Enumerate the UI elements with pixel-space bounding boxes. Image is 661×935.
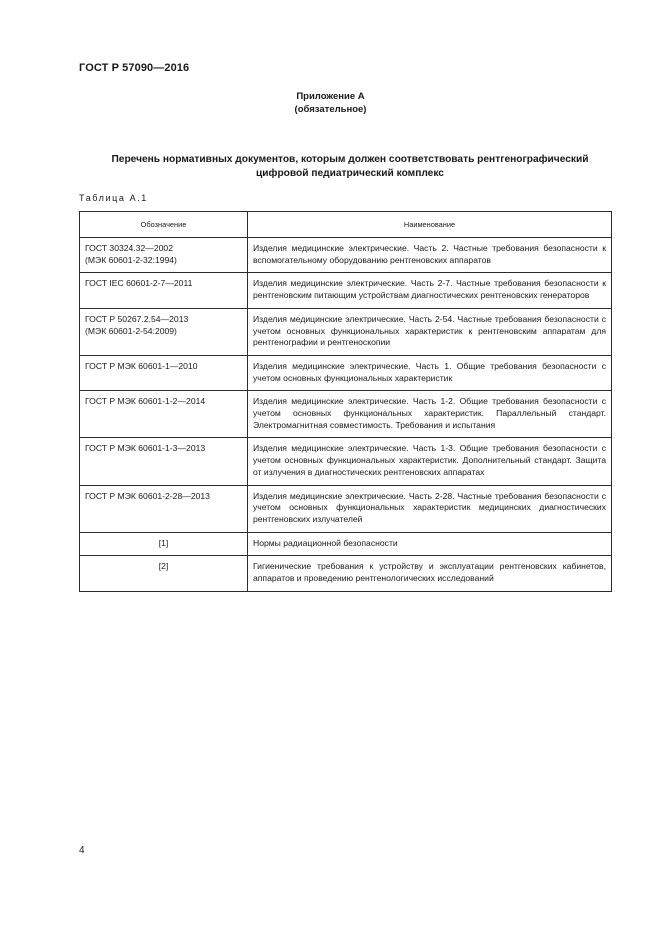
document-designation: ГОСТ IEC 60601-2-7—2011 (85, 278, 193, 289)
document-designation: [2] (158, 561, 169, 572)
table-header-row (80, 212, 612, 238)
table-row (80, 273, 612, 308)
document-name-cell: Нормы радиационной безопасности (248, 532, 612, 556)
document-designation-equivalent: (МЭК 60601-2-32:1994) (85, 254, 177, 265)
document-name-cell: Изделия медицинские электрические. Часть 1-3. Общие требования безопасности с учетом основных функциональных характеристик. Дополнительный стандарт. Защита от излучения в диагностических рентгеновских аппаратах (248, 438, 612, 485)
table-row (80, 532, 612, 556)
table-row (80, 556, 612, 591)
document-designation-cell (80, 355, 248, 390)
document-name-cell: Изделия медицинские электрические. Часть 2. Частные требования безопасности к вспомогательному оборудованию рентгеновских аппаратов (248, 238, 612, 273)
table-body (80, 238, 612, 592)
document-designation-cell (80, 438, 248, 485)
column-header-name: Наименование (248, 212, 612, 238)
table-row (80, 438, 612, 485)
document-designation: ГОСТ Р 50267.2.54—2013 (85, 313, 189, 324)
document-name-cell: Изделия медицинские электрические. Часть 2-7. Частные требования безопасности к рентгеновским питающим устройствам диагностических рентгеновских генераторов (248, 273, 612, 308)
document-designation-cell (80, 308, 248, 355)
document-title (80, 153, 620, 180)
document-name-cell: Гигиенические требования к устройству и эксплуатации рентгеновских кабинетов, аппаратов и проведению рентгенологических исследований (248, 556, 612, 591)
table-row (80, 355, 612, 390)
table-caption: Таблица А.1 (79, 193, 148, 203)
standard-designation: ГОСТ Р 57090—2016 (79, 62, 190, 74)
document-designation: ГОСТ Р МЭК 60601-2-28—2013 (85, 490, 210, 501)
normative-documents-table (79, 211, 612, 592)
appendix-heading (0, 90, 661, 116)
document-designation-cell (80, 556, 248, 591)
document-title-line-2: цифровой педиатрический комплекс (256, 167, 444, 179)
page-number: 4 (79, 845, 85, 856)
column-header-code: Обозначение (80, 212, 248, 238)
document-name-cell: Изделия медицинские электрические. Часть 1. Общие требования безопасности с учетом основных функциональных характеристик (248, 355, 612, 390)
document-designation: ГОСТ Р МЭК 60601-1-2—2014 (85, 396, 206, 407)
document-title-line-1: Перечень нормативных документов, которым должен соответствовать рентгенографический (111, 154, 589, 165)
table-row (80, 308, 612, 355)
document-designation-cell (80, 391, 248, 438)
document-name-cell: Изделия медицинские электрические. Часть 2-28. Частные требования безопасности с учетом основных функциональных характеристик медицинских диагностических рентгеновских излучателей (248, 485, 612, 532)
document-designation-cell (80, 485, 248, 532)
appendix-title: Приложение А (296, 91, 365, 102)
document-designation-cell (80, 273, 248, 308)
document-name-cell: Изделия медицинские электрические. Часть 1-2. Общие требования безопасности с учетом основных функциональных характеристик. Параллельный стандарт. Электромагнитная совместимость. Требования и испытания (248, 391, 612, 438)
document-designation: ГОСТ Р МЭК 60601-1—2010 (85, 360, 198, 371)
document-designation: [1] (158, 537, 169, 548)
document-name-cell: Изделия медицинские электрические. Часть 2-54. Частные требования безопасности с учетом основных функциональных характеристик к рентгеновским аппаратам для рентгенографии и рентгеноскопии (248, 308, 612, 355)
document-designation: ГОСТ Р МЭК 60601-1-3—2013 (85, 443, 206, 454)
document-designation-cell (80, 532, 248, 556)
table-row (80, 391, 612, 438)
table-row (80, 238, 612, 273)
table-row (80, 485, 612, 532)
document-designation: ГОСТ 30324.32—2002 (85, 243, 173, 253)
document-designation-cell (80, 238, 248, 273)
document-designation-equivalent: (МЭК 60601-2-54:2009) (85, 325, 177, 336)
appendix-status: (обязательное) (294, 104, 367, 115)
